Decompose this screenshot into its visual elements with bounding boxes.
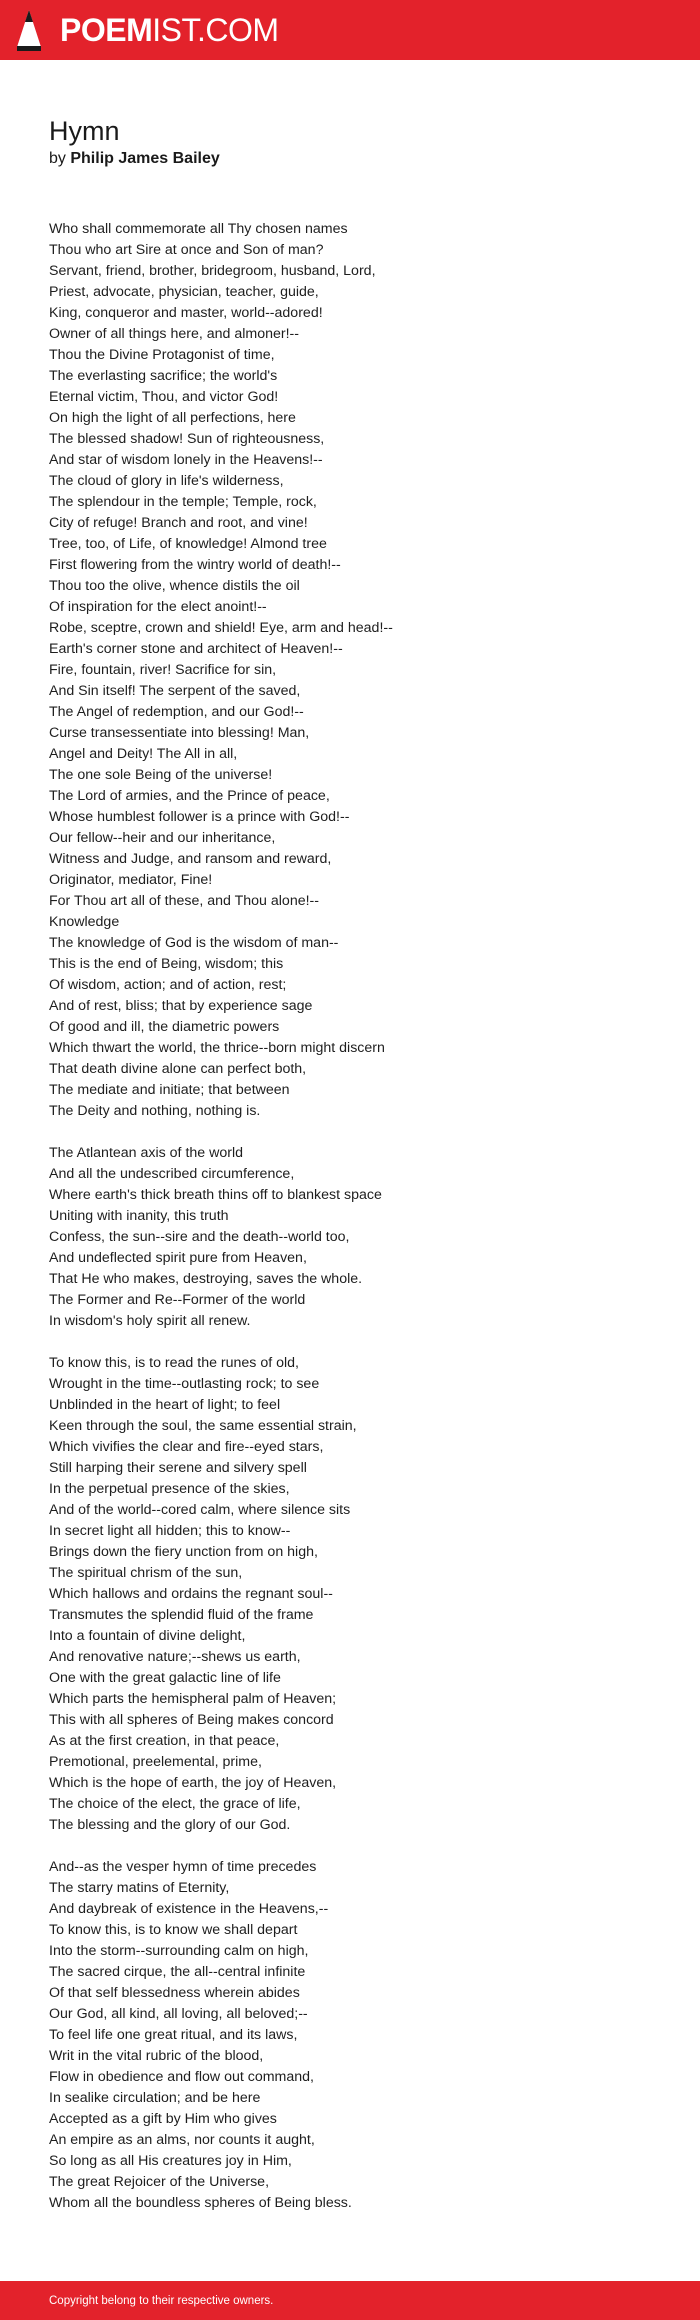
poem-line: Transmutes the splendid fluid of the frame xyxy=(49,1607,314,1623)
poem-line: Which vivifies the clear and fire--eyed stars, xyxy=(49,1439,324,1455)
poem-line: The spiritual chrism of the sun, xyxy=(49,1565,243,1581)
poem-line: Flow in obedience and flow out command, xyxy=(49,2069,314,2085)
poem-line: The Lord of armies, and the Prince of peace, xyxy=(49,788,330,804)
poem-line: Of inspiration for the elect anoint!-- xyxy=(49,599,267,615)
poem-line: Curse transessentiate into blessing! Man, xyxy=(49,725,310,741)
poem-line: Of that self blessedness wherein abides xyxy=(49,1985,300,2001)
poem-line: The Deity and nothing, nothing is. xyxy=(49,1103,261,1119)
poem-line: Where earth's thick breath thins off to blankest space xyxy=(49,1187,382,1203)
poem-line: Confess, the sun--sire and the death--world too, xyxy=(49,1229,350,1245)
poem-line: King, conqueror and master, world--adored! xyxy=(49,305,323,321)
poem-line: Our God, all kind, all loving, all beloved;-- xyxy=(49,2006,308,2022)
poem-line: In wisdom's holy spirit all renew. xyxy=(49,1313,251,1329)
poem-line: Into the storm--surrounding calm on high, xyxy=(49,1943,309,1959)
poem-line: To know this, is to know we shall depart xyxy=(49,1922,298,1938)
poem-line: Thou too the olive, whence distils the oil xyxy=(49,578,300,594)
poem-line: Brings down the fiery unction from on high, xyxy=(49,1544,318,1560)
by-prefix: by xyxy=(49,150,66,167)
poem-line: Of wisdom, action; and of action, rest; xyxy=(49,977,287,993)
poem-line: And daybreak of existence in the Heavens,-- xyxy=(49,1901,329,1917)
stanza-gap xyxy=(49,1332,669,1353)
poem-line: That death divine alone can perfect both, xyxy=(49,1061,307,1077)
poem-line: Witness and Judge, and ransom and reward, xyxy=(49,851,332,867)
poem-line: Thou who art Sire at once and Son of man? xyxy=(49,242,324,258)
poem-line: Which parts the hemispheral palm of Heaven; xyxy=(49,1691,337,1707)
poem-line: And all the undescribed circumference, xyxy=(49,1166,295,1182)
poem-line: The everlasting sacrifice; the world's xyxy=(49,368,278,384)
poem-line: Premotional, preelemental, prime, xyxy=(49,1754,262,1770)
poem-line: Which thwart the world, the thrice--born might discern xyxy=(49,1040,385,1056)
poem-line: Whose humblest follower is a prince with God!-- xyxy=(49,809,350,825)
poem-line: And of the world--cored calm, where silence sits xyxy=(49,1502,351,1518)
poem-line: Wrought in the time--outlasting rock; to see xyxy=(49,1376,320,1392)
poem-line: Writ in the vital rubric of the blood, xyxy=(49,2048,264,2064)
poem-line: Who shall commemorate all Thy chosen names xyxy=(49,221,348,237)
poem-line: And undeflected spirit pure from Heaven, xyxy=(49,1250,307,1266)
poem-line: And of rest, bliss; that by experience sage xyxy=(49,998,313,1014)
poem-line: City of refuge! Branch and root, and vine! xyxy=(49,515,308,531)
poem-line: And--as the vesper hymn of time precedes xyxy=(49,1859,317,1875)
poem-line: Thou the Divine Protagonist of time, xyxy=(49,347,275,363)
poem-line: The blessed shadow! Sun of righteousness, xyxy=(49,431,325,447)
poem-line: Knowledge xyxy=(49,914,120,930)
poem-line: Priest, advocate, physician, teacher, guide, xyxy=(49,284,319,300)
author-name: Philip James Bailey xyxy=(70,150,220,167)
poem-line: The knowledge of God is the wisdom of man-- xyxy=(49,935,339,951)
poem-line: So long as all His creatures joy in Him, xyxy=(49,2153,292,2169)
poem-line: The mediate and initiate; that between xyxy=(49,1082,290,1098)
poem-line: Unblinded in the heart of light; to feel xyxy=(49,1397,281,1413)
stanza-gap xyxy=(49,1122,669,1143)
poem-line: This is the end of Being, wisdom; this xyxy=(49,956,284,972)
poem-line: Which hallows and ordains the regnant soul-- xyxy=(49,1586,333,1602)
poem-line: The Angel of redemption, and our God!-- xyxy=(49,704,304,720)
site-logo-text[interactable] xyxy=(60,13,279,47)
pencil-icon[interactable] xyxy=(14,9,44,51)
byline xyxy=(49,149,220,169)
poem-line: For Thou art all of these, and Thou alone!-- xyxy=(49,893,319,909)
copyright-notice: Copyright belong to their respective owners. xyxy=(49,2295,274,2307)
site-footer xyxy=(0,2281,700,2320)
poem-line: In the perpetual presence of the skies, xyxy=(49,1481,290,1497)
poem-line: On high the light of all perfections, here xyxy=(49,410,296,426)
poem-line: An empire as an alms, nor counts it aught, xyxy=(49,2132,315,2148)
poem-line: Into a fountain of divine delight, xyxy=(49,1628,246,1644)
poem-line: Originator, mediator, Fine! xyxy=(49,872,213,888)
poem-line: The sacred cirque, the all--central infinite xyxy=(49,1964,306,1980)
poem-line: The choice of the elect, the grace of life, xyxy=(49,1796,301,1812)
poem-line: And star of wisdom lonely in the Heavens!-- xyxy=(49,452,323,468)
poem-line: This with all spheres of Being makes concord xyxy=(49,1712,334,1728)
brand-light: IST.COM xyxy=(152,12,279,48)
poem-title: Hymn xyxy=(49,116,120,146)
poem-line: In secret light all hidden; this to know-- xyxy=(49,1523,291,1539)
poem-line: In sealike circulation; and be here xyxy=(49,2090,261,2106)
poem-line: Whom all the boundless spheres of Being bless. xyxy=(49,2195,352,2211)
poem-line: The Former and Re--Former of the world xyxy=(49,1292,306,1308)
stanza-gap xyxy=(49,1836,669,1857)
poem-line: The splendour in the temple; Temple, rock, xyxy=(49,494,317,510)
poem-line: Keen through the soul, the same essential strain, xyxy=(49,1418,357,1434)
poem-line: One with the great galactic line of life xyxy=(49,1670,281,1686)
poem-line: To feel life one great ritual, and its laws, xyxy=(49,2027,298,2043)
poem-line: Accepted as a gift by Him who gives xyxy=(49,2111,277,2127)
poem-line: The cloud of glory in life's wilderness, xyxy=(49,473,284,489)
poem-line: Which is the hope of earth, the joy of Heaven, xyxy=(49,1775,337,1791)
poem-line: Owner of all things here, and almoner!-- xyxy=(49,326,299,342)
poem-line: The one sole Being of the universe! xyxy=(49,767,273,783)
poem-body xyxy=(49,219,669,2214)
poem-line: Robe, sceptre, crown and shield! Eye, arm and head!-- xyxy=(49,620,393,636)
poem-line: Servant, friend, brother, bridegroom, husband, Lord, xyxy=(49,263,376,279)
poem-line: As at the first creation, in that peace, xyxy=(49,1733,280,1749)
poem-line: And renovative nature;--shews us earth, xyxy=(49,1649,301,1665)
poem-line: The blessing and the glory of our God. xyxy=(49,1817,291,1833)
poem-line: Uniting with inanity, this truth xyxy=(49,1208,229,1224)
poem-line: Tree, too, of Life, of knowledge! Almond tree xyxy=(49,536,327,552)
poem-line: The starry matins of Eternity, xyxy=(49,1880,230,1896)
poem-line: And Sin itself! The serpent of the saved, xyxy=(49,683,301,699)
poem-line: Our fellow--heir and our inheritance, xyxy=(49,830,276,846)
poem-line: That He who makes, destroying, saves the whole. xyxy=(49,1271,363,1287)
site-header xyxy=(0,0,700,60)
brand-bold: POEM xyxy=(60,12,153,48)
poem-line: Eternal victim, Thou, and victor God! xyxy=(49,389,279,405)
poem-line: The great Rejoicer of the Universe, xyxy=(49,2174,270,2190)
poem-line: The Atlantean axis of the world xyxy=(49,1145,244,1161)
poem-line: First flowering from the wintry world of death!-- xyxy=(49,557,341,573)
poem-line: Still harping their serene and silvery spell xyxy=(49,1460,307,1476)
poem-line: To know this, is to read the runes of old, xyxy=(49,1355,299,1371)
poem-line: Angel and Deity! The All in all, xyxy=(49,746,238,762)
poem-line: Earth's corner stone and architect of Heaven!-- xyxy=(49,641,343,657)
poem-line: Of good and ill, the diametric powers xyxy=(49,1019,280,1035)
poem-line: Fire, fountain, river! Sacrifice for sin, xyxy=(49,662,277,678)
